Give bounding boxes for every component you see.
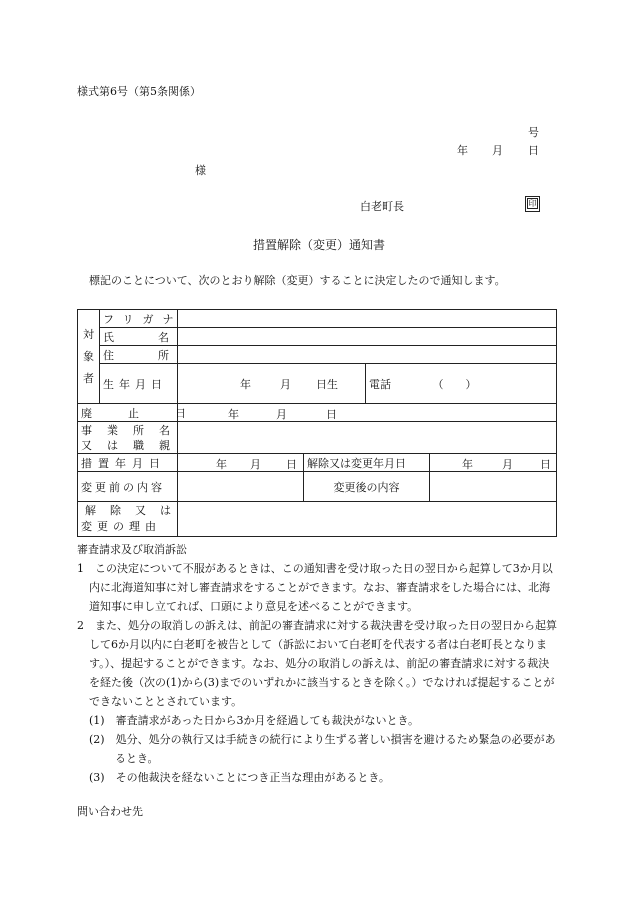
form-number: 様式第6号（第5条関係）: [77, 85, 201, 98]
birth-year: 年: [240, 378, 251, 391]
address-value[interactable]: [178, 346, 557, 364]
number-label: 号: [528, 126, 539, 139]
before-value[interactable]: [178, 472, 304, 502]
measure-month: 月: [250, 458, 261, 471]
note-sub-1: [77, 711, 557, 730]
document-title: 措置解除（変更）通知書: [253, 238, 386, 252]
cancel-day: 日: [540, 458, 551, 471]
note-item-2-no: 2: [77, 619, 84, 632]
note-sub-1-no: (1): [89, 714, 105, 727]
phone-value[interactable]: （ ）: [430, 364, 557, 404]
birth-value[interactable]: [178, 364, 366, 404]
furigana-label: フリガナ: [100, 310, 178, 328]
birth-label: 生年月日: [100, 364, 178, 404]
note-sub-2: [77, 730, 557, 768]
cancel-value[interactable]: [430, 454, 557, 472]
reason-value[interactable]: [178, 502, 557, 537]
note-item-2: [77, 616, 557, 711]
note-sub-1-text: 審査請求があった日から3か月を経過しても裁決がないとき。: [115, 714, 420, 727]
target-label: 対象者: [78, 310, 100, 404]
birth-month: 月: [280, 378, 291, 391]
measure-day: 日: [286, 458, 297, 471]
cancel-month: 月: [502, 458, 513, 471]
measure-year: 年: [216, 458, 227, 471]
abolish-label: 廃止日: [78, 404, 178, 422]
office-label: 事業所名 又は職親: [78, 422, 178, 454]
note-sub-3-no: (3): [89, 771, 105, 784]
contact-label: 問い合わせ先: [77, 805, 143, 818]
after-value[interactable]: [430, 472, 557, 502]
date-day: 日: [528, 144, 539, 157]
cancel-label: 解除又は変更年月日: [304, 454, 430, 472]
addressee-suffix: 様: [195, 164, 206, 177]
furigana-value[interactable]: [178, 310, 557, 328]
date-month: 月: [492, 144, 503, 157]
note-item-1: [77, 559, 557, 616]
cancel-year: 年: [462, 458, 473, 471]
issuer: 白老町長: [360, 200, 404, 213]
abolish-month: 月: [276, 408, 287, 421]
note-sub-3-text: その他裁決を経ないことにつき正当な理由があるとき。: [115, 771, 390, 784]
birth-day: 日生: [316, 378, 338, 391]
name-label: 氏名: [100, 328, 178, 346]
name-value[interactable]: [178, 328, 557, 346]
intro-text: 標記のことについて、次のとおり解除（変更）することに決定したので通知します。: [89, 274, 506, 287]
seal-char: 印: [528, 199, 537, 208]
abolish-day: 日: [326, 408, 337, 421]
appeal-notes: [77, 540, 557, 787]
address-label: 住所: [100, 346, 178, 364]
after-label: 変更後の内容: [304, 472, 430, 502]
note-item-2-text: また、処分の取消しの訴えは、前記の審査請求に対する裁決書を受け取った日の翌日から起算して6か月以内に白老町を被告として（訴訟において白老町を代表する者は白老町長となります。）、提起することができます。なお、処分の取消しの訴えは、前記の審査請求に対する裁決を経た後（次の(1)から(3)までのいずれかに該当するときを除く。）でなければ提起することができないこととされています。: [89, 619, 557, 708]
note-sub-3: [77, 768, 557, 787]
measure-label: 措置年月日: [78, 454, 178, 472]
note-item-1-no: 1: [77, 562, 84, 575]
note-sub-2-text: 処分、処分の執行又は手続きの続行により生ずる著しい損害を避けるため緊急の必要があるとき。: [115, 733, 556, 765]
before-label: 変更前の内容: [78, 472, 178, 502]
reason-label: 解除又は 変更の理由: [78, 502, 178, 537]
date-year: 年: [457, 144, 468, 157]
note-item-1-text: この決定について不服があるときは、この通知書を受け取った日の翌日から起算して3か月以内に北海道知事に対し審査請求をすることができます。なお、審査請求をした場合には、北海道知事に申し立てれば、口頭により意見を述べることができます。: [89, 562, 553, 613]
notes-heading: 審査請求及び取消訴訟: [77, 543, 187, 556]
notice-table: [77, 309, 557, 537]
office-value[interactable]: [178, 422, 557, 454]
abolish-year: 年: [228, 408, 239, 421]
abolish-value[interactable]: [178, 404, 557, 422]
note-sub-2-no: (2): [89, 733, 105, 746]
phone-label: 電話: [366, 364, 430, 404]
seal-mark: [525, 196, 540, 212]
measure-value[interactable]: [178, 454, 304, 472]
